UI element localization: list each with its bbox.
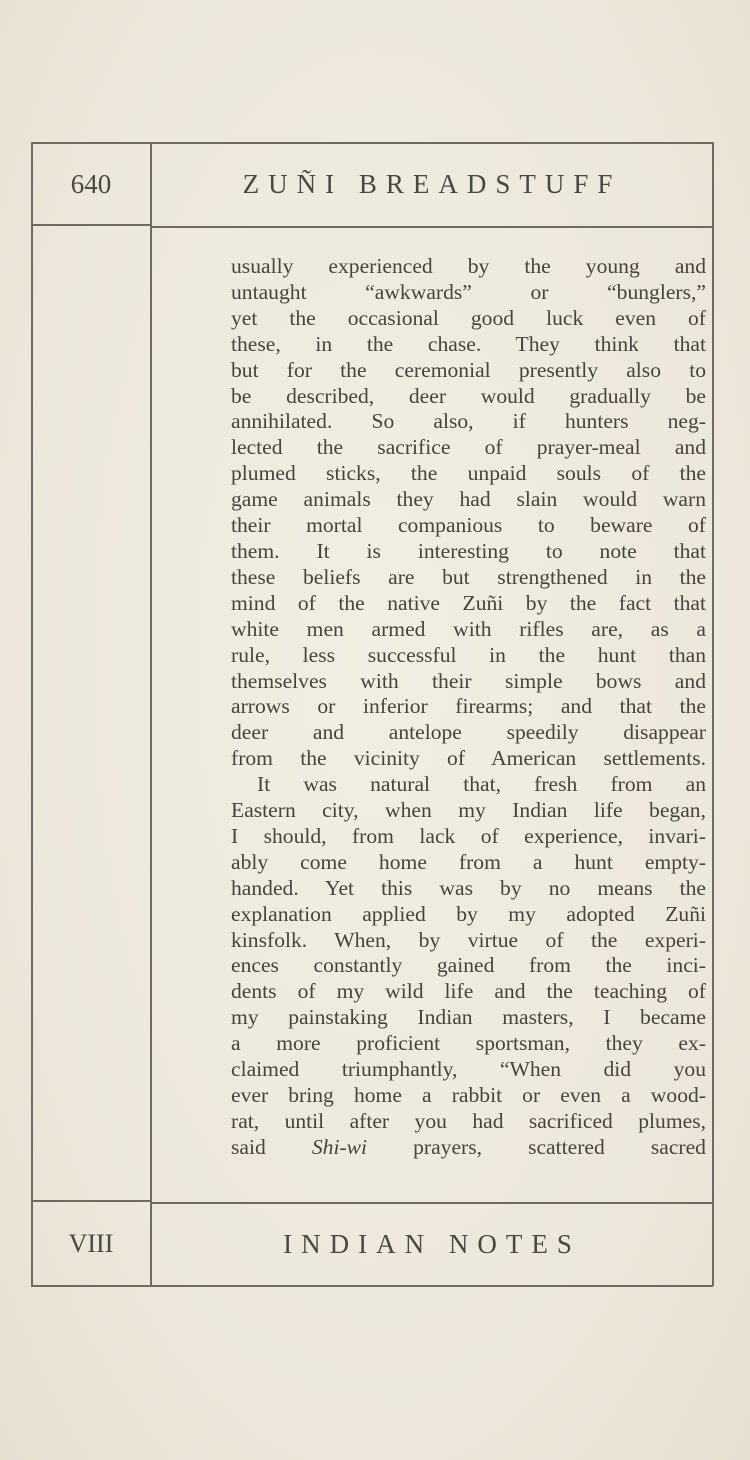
text-line: these, in the chase. They think that	[231, 331, 706, 356]
text-line: claimed triumphantly, “When did you	[231, 1057, 706, 1082]
text-line: dents of my wild life and the teaching of	[231, 979, 706, 1004]
header-bottom-rule-right	[152, 226, 712, 228]
text-line: these beliefs are but strengthened in the	[231, 564, 706, 589]
text-line: their mortal companious to beware of	[231, 513, 706, 538]
page-number: 640	[70, 168, 112, 199]
text-line: ences constantly gained from the inci-	[231, 953, 706, 978]
text-line: arrows or inferior firearms; and that the	[231, 694, 706, 719]
text-line: plumed sticks, the unpaid souls of the	[231, 461, 706, 486]
text-line: themselves with their simple bows and	[231, 668, 706, 693]
column-divider-rule	[150, 142, 152, 1286]
last-line-before: said	[231, 1134, 266, 1159]
text-line-indented: It was natural that, fresh from an	[257, 772, 706, 797]
text-line: rule, less successful in the hunt than	[231, 642, 706, 667]
text-line: deer and antelope speedily disappear	[231, 720, 706, 745]
text-line: but for the ceremonial presently also to	[231, 357, 706, 382]
text-line: lected the sacrifice of prayer-meal and	[231, 435, 706, 460]
series-title: INDIAN NOTES	[283, 1228, 581, 1259]
chapter-number: VIII	[68, 1229, 114, 1258]
text-line: be described, deer would gradually be	[231, 383, 706, 408]
text-line: a more proficient sportsman, they ex-	[231, 1031, 706, 1056]
text-line: usually experienced by the young and	[231, 254, 706, 278]
text-line: annihilated. So also, if hunters neg-	[231, 409, 706, 434]
text-line: kinsfolk. When, by virtue of the experi-	[231, 927, 706, 952]
text-line: I should, from lack of experience, invari-	[231, 823, 706, 848]
text-line: them. It is interesting to note that	[231, 538, 706, 563]
text-line: ably come home from a hunt empty-	[231, 849, 706, 874]
text-line: handed. Yet this was by no means the	[231, 875, 706, 900]
text-line-last	[231, 1135, 706, 1161]
frame-left-rule	[31, 142, 33, 1286]
footer-top-rule-left	[31, 1200, 151, 1202]
body-text	[231, 254, 706, 1161]
text-line: white men armed with rifles are, as a	[231, 616, 706, 641]
running-title: ZUÑI BREADSTUFF	[242, 168, 622, 199]
text-line: untaught “awkwards” or “bunglers,”	[231, 279, 706, 304]
text-line: game animals they had slain would warn	[231, 487, 706, 512]
text-line: yet the occasional good luck even of	[231, 305, 706, 330]
text-line: ever bring home a rabbit or even a wood-	[231, 1083, 706, 1107]
text-line: my painstaking Indian masters, I became	[231, 1005, 706, 1030]
text-line: explanation applied by my adopted Zuñi	[231, 901, 706, 926]
text-line: from the vicinity of American settlements.	[231, 746, 706, 771]
last-line-after: prayers, scattered sacred	[413, 1134, 706, 1159]
text-line: rat, until after you had sacrificed plumes,	[231, 1108, 706, 1133]
last-line-italic: Shi-wi	[311, 1134, 368, 1159]
text-line: Eastern city, when my Indian life began,	[231, 798, 706, 823]
text-line: mind of the native Zuñi by the fact that	[231, 590, 706, 615]
frame-bottom-rule	[31, 1285, 713, 1287]
frame-right-rule	[712, 142, 714, 1286]
